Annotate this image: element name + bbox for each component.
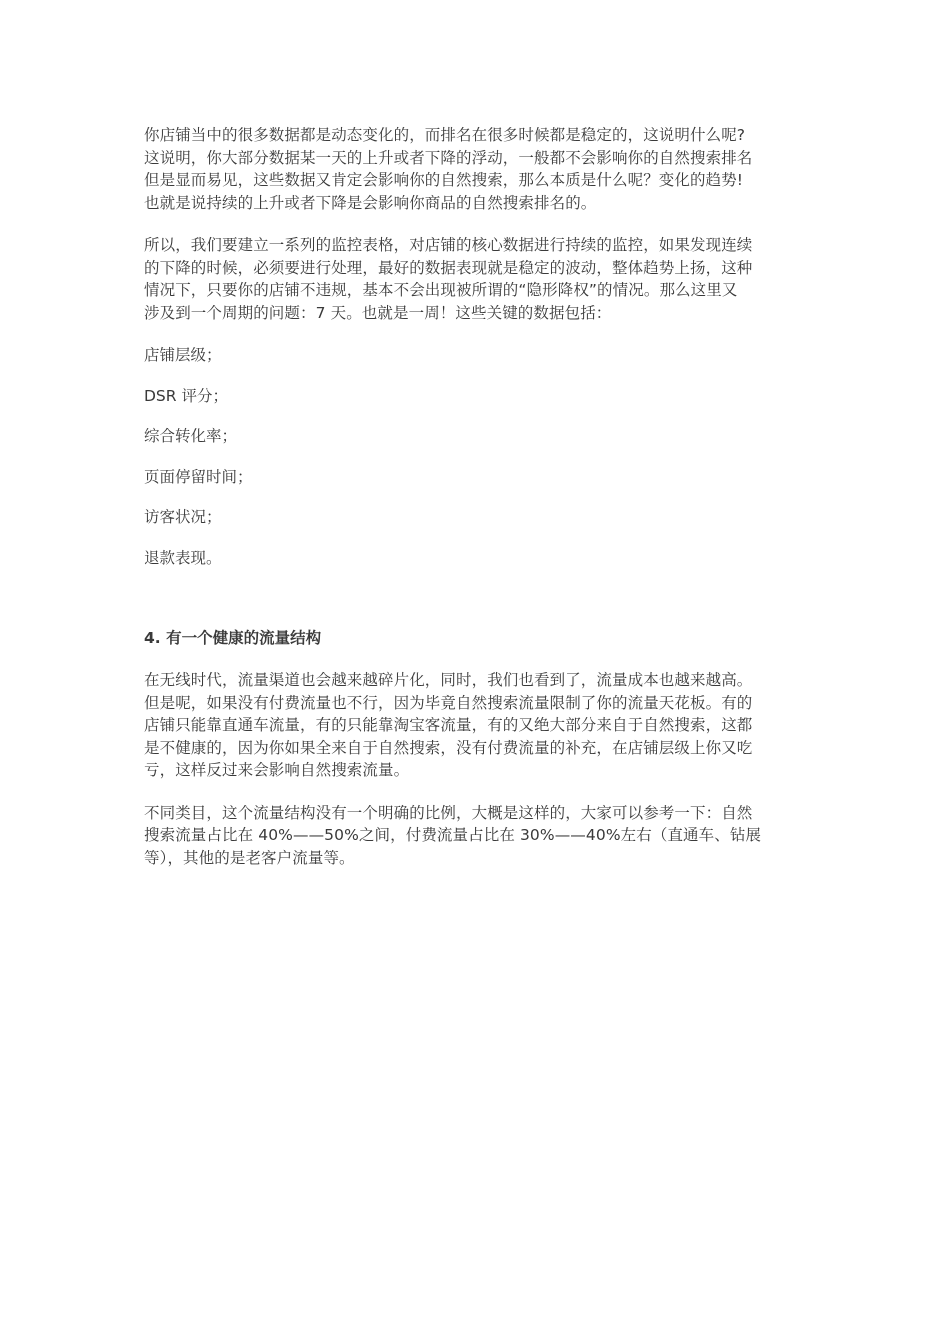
text-line: 你店铺当中的很多数据都是动态变化的，而排名在很多时候都是稳定的，这说明什么呢? xyxy=(144,126,746,144)
text-line: 的下降的时候，必须要进行处理，最好的数据表现就是稳定的波动，整体趋势上扬，这种 xyxy=(144,258,753,277)
text-line: 是不健康的，因为你如果全来自于自然搜索，没有付费流量的补充，在店铺层级上你又吃 xyxy=(144,738,753,757)
text-line: 涉及到一个周期的问题：7 天。也就是一周！这些关键的数据包括： xyxy=(144,303,612,322)
list-item: 访客状况； xyxy=(144,508,222,526)
paragraph-traffic-ratio xyxy=(144,802,808,870)
text-line: 搜索流量占比在 40%——50%之间，付费流量占比在 30%——40%左右（直通车、钻展 xyxy=(144,826,762,844)
text-line: 但是呢，如果没有付费流量也不行，因为毕竟自然搜索流量限制了你的流量天花板。有的 xyxy=(144,693,753,712)
paragraph-monitoring xyxy=(144,234,808,324)
text-line: 在无线时代，流量渠道也会越来越碎片化，同时，我们也看到了，流量成本也越来越高。 xyxy=(144,671,753,689)
section-heading: 4. 有一个健康的流量结构 xyxy=(144,629,322,647)
text-line: 亏，这样反过来会影响自然搜索流量。 xyxy=(144,761,410,779)
text-line: 这说明，你大部分数据某一天的上升或者下降的浮动，一般都不会影响你的自然搜索排名 xyxy=(144,148,753,167)
text-line: 等），其他的是老客户流量等。 xyxy=(144,848,355,867)
list-item: 退款表现。 xyxy=(144,548,222,567)
document-page xyxy=(144,124,808,889)
list-item: 页面停留时间； xyxy=(144,467,253,486)
text-line: 店铺只能靠直通车流量，有的只能靠淘宝客流量，有的又绝大部分来自于自然搜索，这都 xyxy=(144,716,753,734)
text-line: 所以，我们要建立一系列的监控表格，对店铺的核心数据进行持续的监控，如果发现连续 xyxy=(144,236,753,254)
text-line: 但是显而易见，这些数据又肯定会影响你的自然搜索，那么本质是什么呢？变化的趋势! xyxy=(144,171,744,189)
list-item: DSR 评分； xyxy=(144,386,228,405)
paragraph-dynamic-data xyxy=(144,124,808,214)
list-item: 综合转化率； xyxy=(144,427,238,445)
text-line: 也就是说持续的上升或者下降是会影响你商品的自然搜索排名的。 xyxy=(144,193,597,212)
text-line: 不同类目，这个流量结构没有一个明确的比例，大概是这样的，大家可以参考一下：自然 xyxy=(144,803,753,822)
list-item: 店铺层级； xyxy=(144,346,222,364)
paragraph-traffic-channels xyxy=(144,669,808,782)
key-data-list xyxy=(144,344,808,569)
text-line: 情况下，只要你的店铺不违规，基本不会出现被所谓的“隐形降权”的情况。那么这里又 xyxy=(144,281,738,299)
